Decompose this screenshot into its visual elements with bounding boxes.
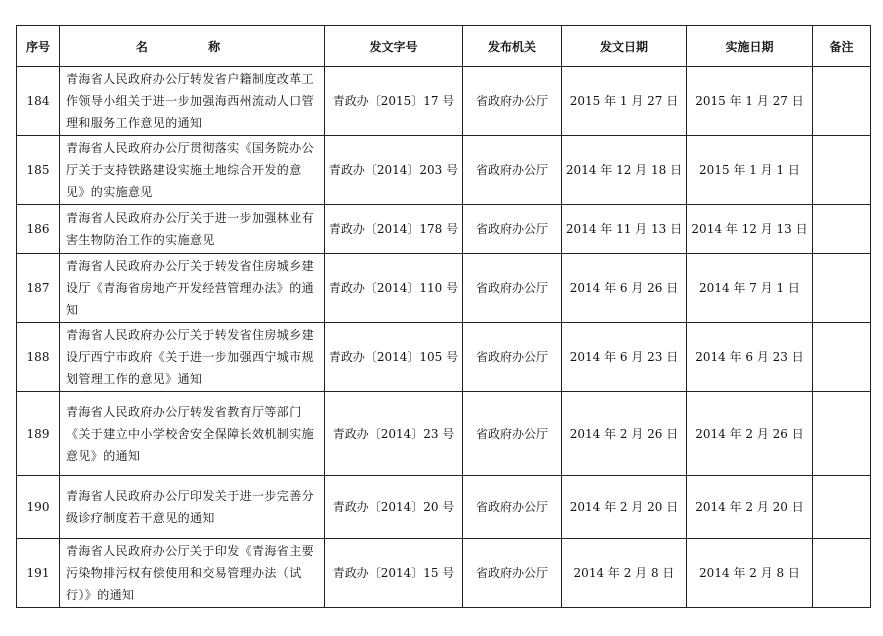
row-effective-date: 2014 年 2 月 8 日 [687,539,813,608]
row-file-no: 青政办〔2014〕20 号 [325,476,463,539]
header-effective-date: 实施日期 [687,26,813,67]
row-issuer: 省政府办公厅 [463,205,562,254]
header-issue-date: 发文日期 [562,26,687,67]
table-row [17,254,871,323]
header-no: 序号 [17,26,60,67]
table-row [17,136,871,205]
header-name: 名 称 [60,26,325,67]
row-name: 青海省人民政府办公厅印发关于进一步完善分级诊疗制度若干意见的通知 [60,476,325,539]
row-file-no: 青政办〔2015〕17 号 [325,67,463,136]
row-name: 青海省人民政府办公厅关于进一步加强林业有害生物防治工作的实施意见 [60,205,325,254]
row-number: 189 [17,392,60,476]
row-issue-date: 2014 年 2 月 20 日 [562,476,687,539]
row-remark [813,323,871,392]
row-issuer: 省政府办公厅 [463,323,562,392]
row-effective-date: 2015 年 1 月 27 日 [687,67,813,136]
row-effective-date: 2014 年 2 月 26 日 [687,392,813,476]
row-name: 青海省人民政府办公厅关于转发省住房城乡建设厅《青海省房地产开发经营管理办法》的通知 [60,254,325,323]
row-issue-date: 2014 年 6 月 26 日 [562,254,687,323]
row-issuer: 省政府办公厅 [463,67,562,136]
row-number: 184 [17,67,60,136]
row-number: 186 [17,205,60,254]
row-file-no: 青政办〔2014〕178 号 [325,205,463,254]
row-effective-date: 2014 年 12 月 13 日 [687,205,813,254]
row-effective-date: 2015 年 1 月 1 日 [687,136,813,205]
row-issuer: 省政府办公厅 [463,476,562,539]
row-issue-date: 2014 年 11 月 13 日 [562,205,687,254]
row-number: 187 [17,254,60,323]
table-row [17,392,871,476]
row-remark [813,254,871,323]
row-effective-date: 2014 年 7 月 1 日 [687,254,813,323]
row-remark [813,205,871,254]
header-issuer: 发布机关 [463,26,562,67]
row-issue-date: 2015 年 1 月 27 日 [562,67,687,136]
row-name: 青海省人民政府办公厅关于印发《青海省主要污染物排污权有偿使用和交易管理办法（试行）》的通知 [60,539,325,608]
row-issuer: 省政府办公厅 [463,136,562,205]
row-issuer: 省政府办公厅 [463,254,562,323]
row-issue-date: 2014 年 6 月 23 日 [562,323,687,392]
row-file-no: 青政办〔2014〕23 号 [325,392,463,476]
row-remark [813,539,871,608]
row-name: 青海省人民政府办公厅关于转发省住房城乡建设厅西宁市政府《关于进一步加强西宁城市规划管理工作的意见》通知 [60,323,325,392]
row-name: 青海省人民政府办公厅转发省教育厅等部门《关于建立中小学校舍安全保障长效机制实施意见》的通知 [60,392,325,476]
row-remark [813,476,871,539]
row-name: 青海省人民政府办公厅贯彻落实《国务院办公厅关于支持铁路建设实施土地综合开发的意见》的实施意见 [60,136,325,205]
row-name: 青海省人民政府办公厅转发省户籍制度改革工作领导小组关于进一步加强海西州流动人口管理和服务工作意见的通知 [60,67,325,136]
row-file-no: 青政办〔2014〕203 号 [325,136,463,205]
row-number: 191 [17,539,60,608]
row-issue-date: 2014 年 2 月 8 日 [562,539,687,608]
row-number: 188 [17,323,60,392]
header-file-no: 发文字号 [325,26,463,67]
row-issue-date: 2014 年 2 月 26 日 [562,392,687,476]
row-file-no: 青政办〔2014〕15 号 [325,539,463,608]
table-row [17,205,871,254]
header-remark: 备注 [813,26,871,67]
row-effective-date: 2014 年 2 月 20 日 [687,476,813,539]
table-row [17,539,871,608]
row-issuer: 省政府办公厅 [463,539,562,608]
row-remark [813,67,871,136]
row-effective-date: 2014 年 6 月 23 日 [687,323,813,392]
header-row [17,26,871,67]
row-remark [813,392,871,476]
row-number: 185 [17,136,60,205]
table-row [17,476,871,539]
row-number: 190 [17,476,60,539]
row-issue-date: 2014 年 12 月 18 日 [562,136,687,205]
row-file-no: 青政办〔2014〕110 号 [325,254,463,323]
row-file-no: 青政办〔2014〕105 号 [325,323,463,392]
table-row [17,323,871,392]
row-issuer: 省政府办公厅 [463,392,562,476]
regulations-table [16,25,871,608]
row-remark [813,136,871,205]
table-row [17,67,871,136]
